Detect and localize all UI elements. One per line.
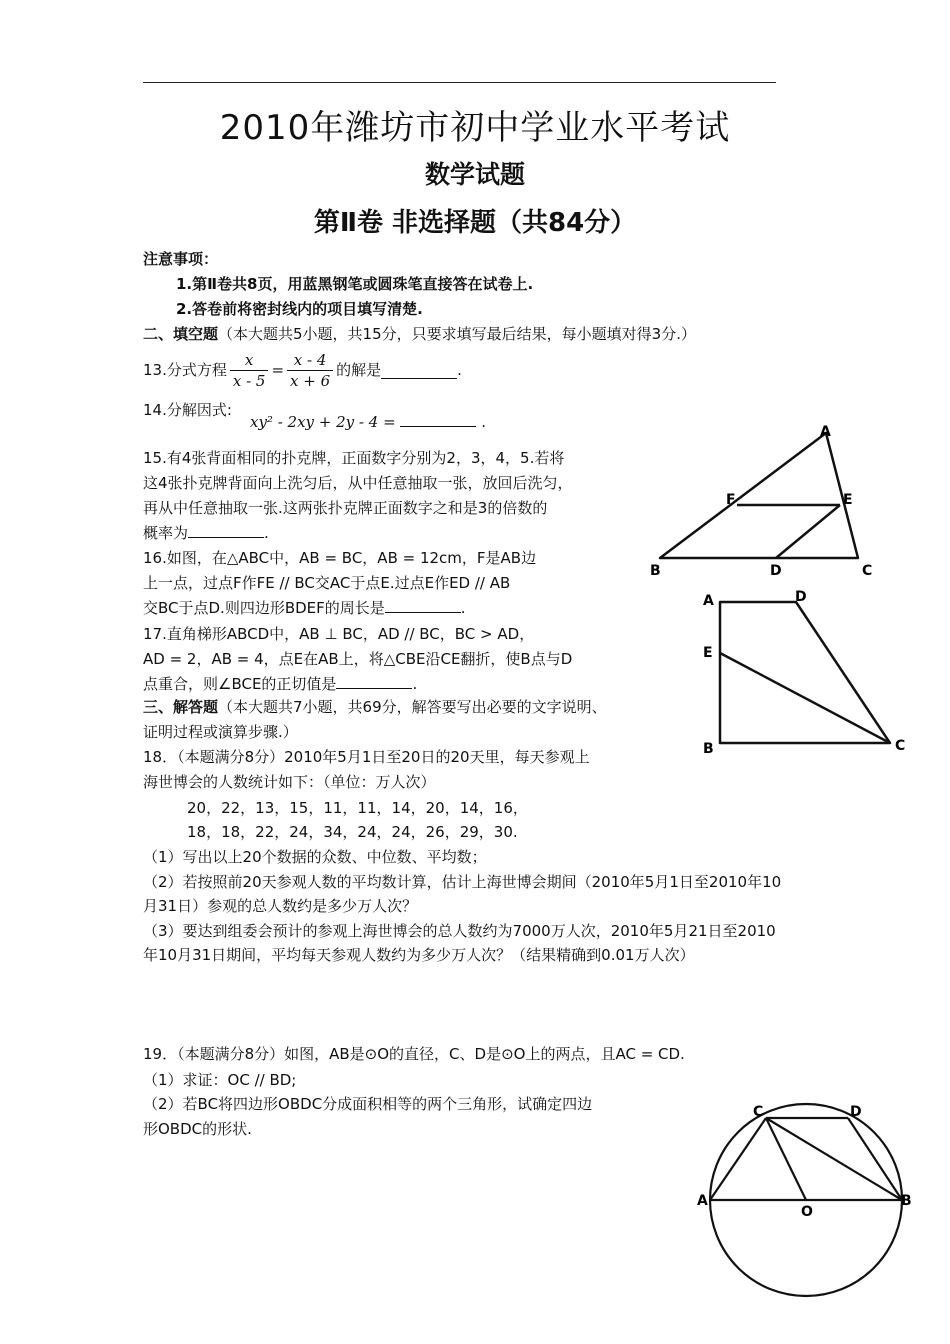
q14-answer-blank[interactable] xyxy=(400,410,476,427)
fig19-label-d: D xyxy=(850,1104,862,1120)
exam-subtitle: 数学试题 xyxy=(424,160,525,189)
figure-q19-circle xyxy=(695,1098,920,1304)
q13-rhs-num: x - 4 xyxy=(287,350,333,371)
q17-end: . xyxy=(412,675,418,693)
fig19-label-b: B xyxy=(901,1193,912,1209)
question-18 xyxy=(143,745,590,795)
q19-part-2 xyxy=(143,1092,592,1142)
q13-rhs-den: x + 6 xyxy=(290,371,331,390)
fill-section-header xyxy=(143,322,696,346)
fig16-segment-ed xyxy=(776,505,840,558)
q14-expression: xy² - 2xy + 2y - 4 = xyxy=(250,413,396,431)
fill-section-desc: （本大题共5小题，共15分，只要求填写最后结果，每小题填对得3分.） xyxy=(218,325,696,343)
q15-line-3: 再从中任意抽取一张.这两张扑克牌正面数字之和是3的倍数的 xyxy=(143,499,548,517)
q18-line-1: 18．（本题满分8分）2010年5月1日至20日的20天里，每天参观上 xyxy=(143,748,590,766)
q13-lhs-num: x xyxy=(230,350,269,371)
fill-section-title: 二、填空题 xyxy=(143,325,219,343)
q18-part-3b: 年10月31日期间，平均每天参观人数约为多少万人次？（结果精确到0.01万人次） xyxy=(143,946,695,964)
q18-part-3a: （3）要达到组委会预计的参观上海世博会的总人数约为7000万人次，2010年5月21日至2010 xyxy=(143,921,776,940)
question-15 xyxy=(143,446,573,546)
q19-part-1: （1）求证：OC // BD; xyxy=(143,1071,297,1089)
q13-equals: = xyxy=(271,361,285,379)
notes-heading: 注意事项： xyxy=(143,250,219,268)
fig19-label-o: O xyxy=(801,1204,813,1220)
figure-q16-triangle xyxy=(640,415,890,585)
q17-line-2: AD = 2，AB = 4，点E在AB上，将△CBE沿CE翻折，使B点与D xyxy=(143,650,573,668)
q13-answer-blank[interactable] xyxy=(381,362,457,379)
note-item-2: 2.答卷前将密封线内的项目填写清楚. xyxy=(176,300,423,318)
q18-part-2a: （2）若按照前20天参观人数的平均数计算，估计上海世博会期间（2010年5月1日至2010年10 xyxy=(143,872,782,891)
q17-line-3-text: 点重合，则∠BCE的正切值是 xyxy=(143,675,337,693)
q15-line-2: 这4张扑克牌背面向上洗匀后，从中任意抽取一张，放回后洗匀， xyxy=(143,474,573,492)
fig16-triangle-abc xyxy=(660,433,858,558)
question-17 xyxy=(143,622,572,697)
q15-line-1: 15.有4张背面相同的扑克牌，正面数字分别为2，3，4，5.若将 xyxy=(143,449,565,467)
q13-suffix: 的解是 xyxy=(336,361,382,379)
top-rule xyxy=(143,82,776,83)
answer-section-title: 三、解答题 xyxy=(143,698,219,716)
q16-answer-blank[interactable] xyxy=(385,596,461,613)
q13-lhs-fraction xyxy=(230,350,269,391)
q13-prefix: 13.分式方程 xyxy=(143,361,227,379)
answer-section-line-1 xyxy=(143,695,607,720)
section-title: 第Ⅱ卷 非选择题（共84分） xyxy=(313,208,637,238)
q15-answer-blank[interactable] xyxy=(188,521,264,538)
fig19-label-c: C xyxy=(753,1104,764,1120)
exam-title: 2010年潍坊市初中学业水平考试 xyxy=(219,108,731,148)
q14-end: . xyxy=(481,413,486,431)
q18-part-1: （1）写出以上20个数据的众数、中位数、平均数； xyxy=(143,848,487,866)
q17-line-3 xyxy=(143,672,572,697)
q16-line-2: 上一点，过点F作FE // BC交AC于点E.过点E作ED // AB xyxy=(143,574,511,592)
q17-answer-blank[interactable] xyxy=(336,672,412,689)
q19-part-2b: 形OBDC的形状. xyxy=(143,1120,252,1138)
q13-end: . xyxy=(457,361,462,379)
q16-line-3 xyxy=(143,596,536,621)
q16-line-1: 16.如图，在△ABC中，AB = BC，AB = 12cm，F是AB边 xyxy=(143,549,537,567)
q15-line-4 xyxy=(143,521,573,546)
q13-lhs-den: x - 5 xyxy=(232,371,266,390)
q18-line-2: 海世博会的人数统计如下：（单位：万人次） xyxy=(143,773,436,791)
fig16-label-e: E xyxy=(843,492,853,508)
question-16 xyxy=(143,546,536,621)
note-item-1: 1.第Ⅱ卷共8页，用蓝黑钢笔或圆珠笔直接答在试卷上. xyxy=(176,275,534,293)
q18-part-2b: 月31日）参观的总人数约是多少万人次？ xyxy=(143,897,418,915)
fig16-label-c: C xyxy=(862,563,873,579)
q18-data-row-1: 20，22，13，15，11，11，14，20，14，16， xyxy=(187,799,528,817)
q14-prefix: 14.分解因式: xyxy=(143,401,232,419)
q17-line-1: 17.直角梯形ABCD中，AB ⊥ BC，AD // BC，BC > AD， xyxy=(143,625,535,643)
q18-parts xyxy=(143,845,781,968)
q16-end: . xyxy=(460,599,466,617)
fig16-label-a: A xyxy=(820,424,831,440)
fig17-label-b: B xyxy=(703,741,714,757)
answer-section-desc-2: 证明过程或演算步骤.） xyxy=(143,723,298,741)
fig17-label-d: D xyxy=(795,589,807,605)
q18-data-row-2: 18，18，22，24，34，24，24，26，29，30. xyxy=(187,823,518,841)
q16-line-3-text: 交BC于点D.则四边形BDEF的周长是 xyxy=(143,599,385,617)
q13-rhs-fraction xyxy=(287,350,333,391)
q19-part-2a: （2）若BC将四边形OBDC分成面积相等的两个三角形，试确定四边 xyxy=(143,1095,593,1113)
fig16-label-b: B xyxy=(650,563,661,579)
q19-line-1: 19．（本题满分8分）如图，AB是⊙O的直径，C、D是⊙O上的两点，且AC = CD. xyxy=(143,1045,685,1063)
answer-section-header xyxy=(143,695,607,745)
answer-section-desc-1: （本大题共7小题，共69分，解答要写出必要的文字说明、 xyxy=(218,698,607,716)
fig17-trapezoid-abcd xyxy=(720,602,890,743)
question-14 xyxy=(250,410,486,434)
q15-line-4-text: 概率为 xyxy=(143,524,189,542)
fig16-label-f: F xyxy=(726,492,736,508)
figure-q17-trapezoid xyxy=(695,585,920,765)
fig17-label-a: A xyxy=(703,593,714,609)
fig17-label-c: C xyxy=(895,738,906,754)
fig16-label-d: D xyxy=(770,563,782,579)
fig19-label-a: A xyxy=(697,1193,708,1209)
fig17-label-e: E xyxy=(703,645,713,661)
q15-end: . xyxy=(264,524,269,542)
fig17-segment-ec xyxy=(720,653,890,743)
question-13 xyxy=(143,348,462,392)
